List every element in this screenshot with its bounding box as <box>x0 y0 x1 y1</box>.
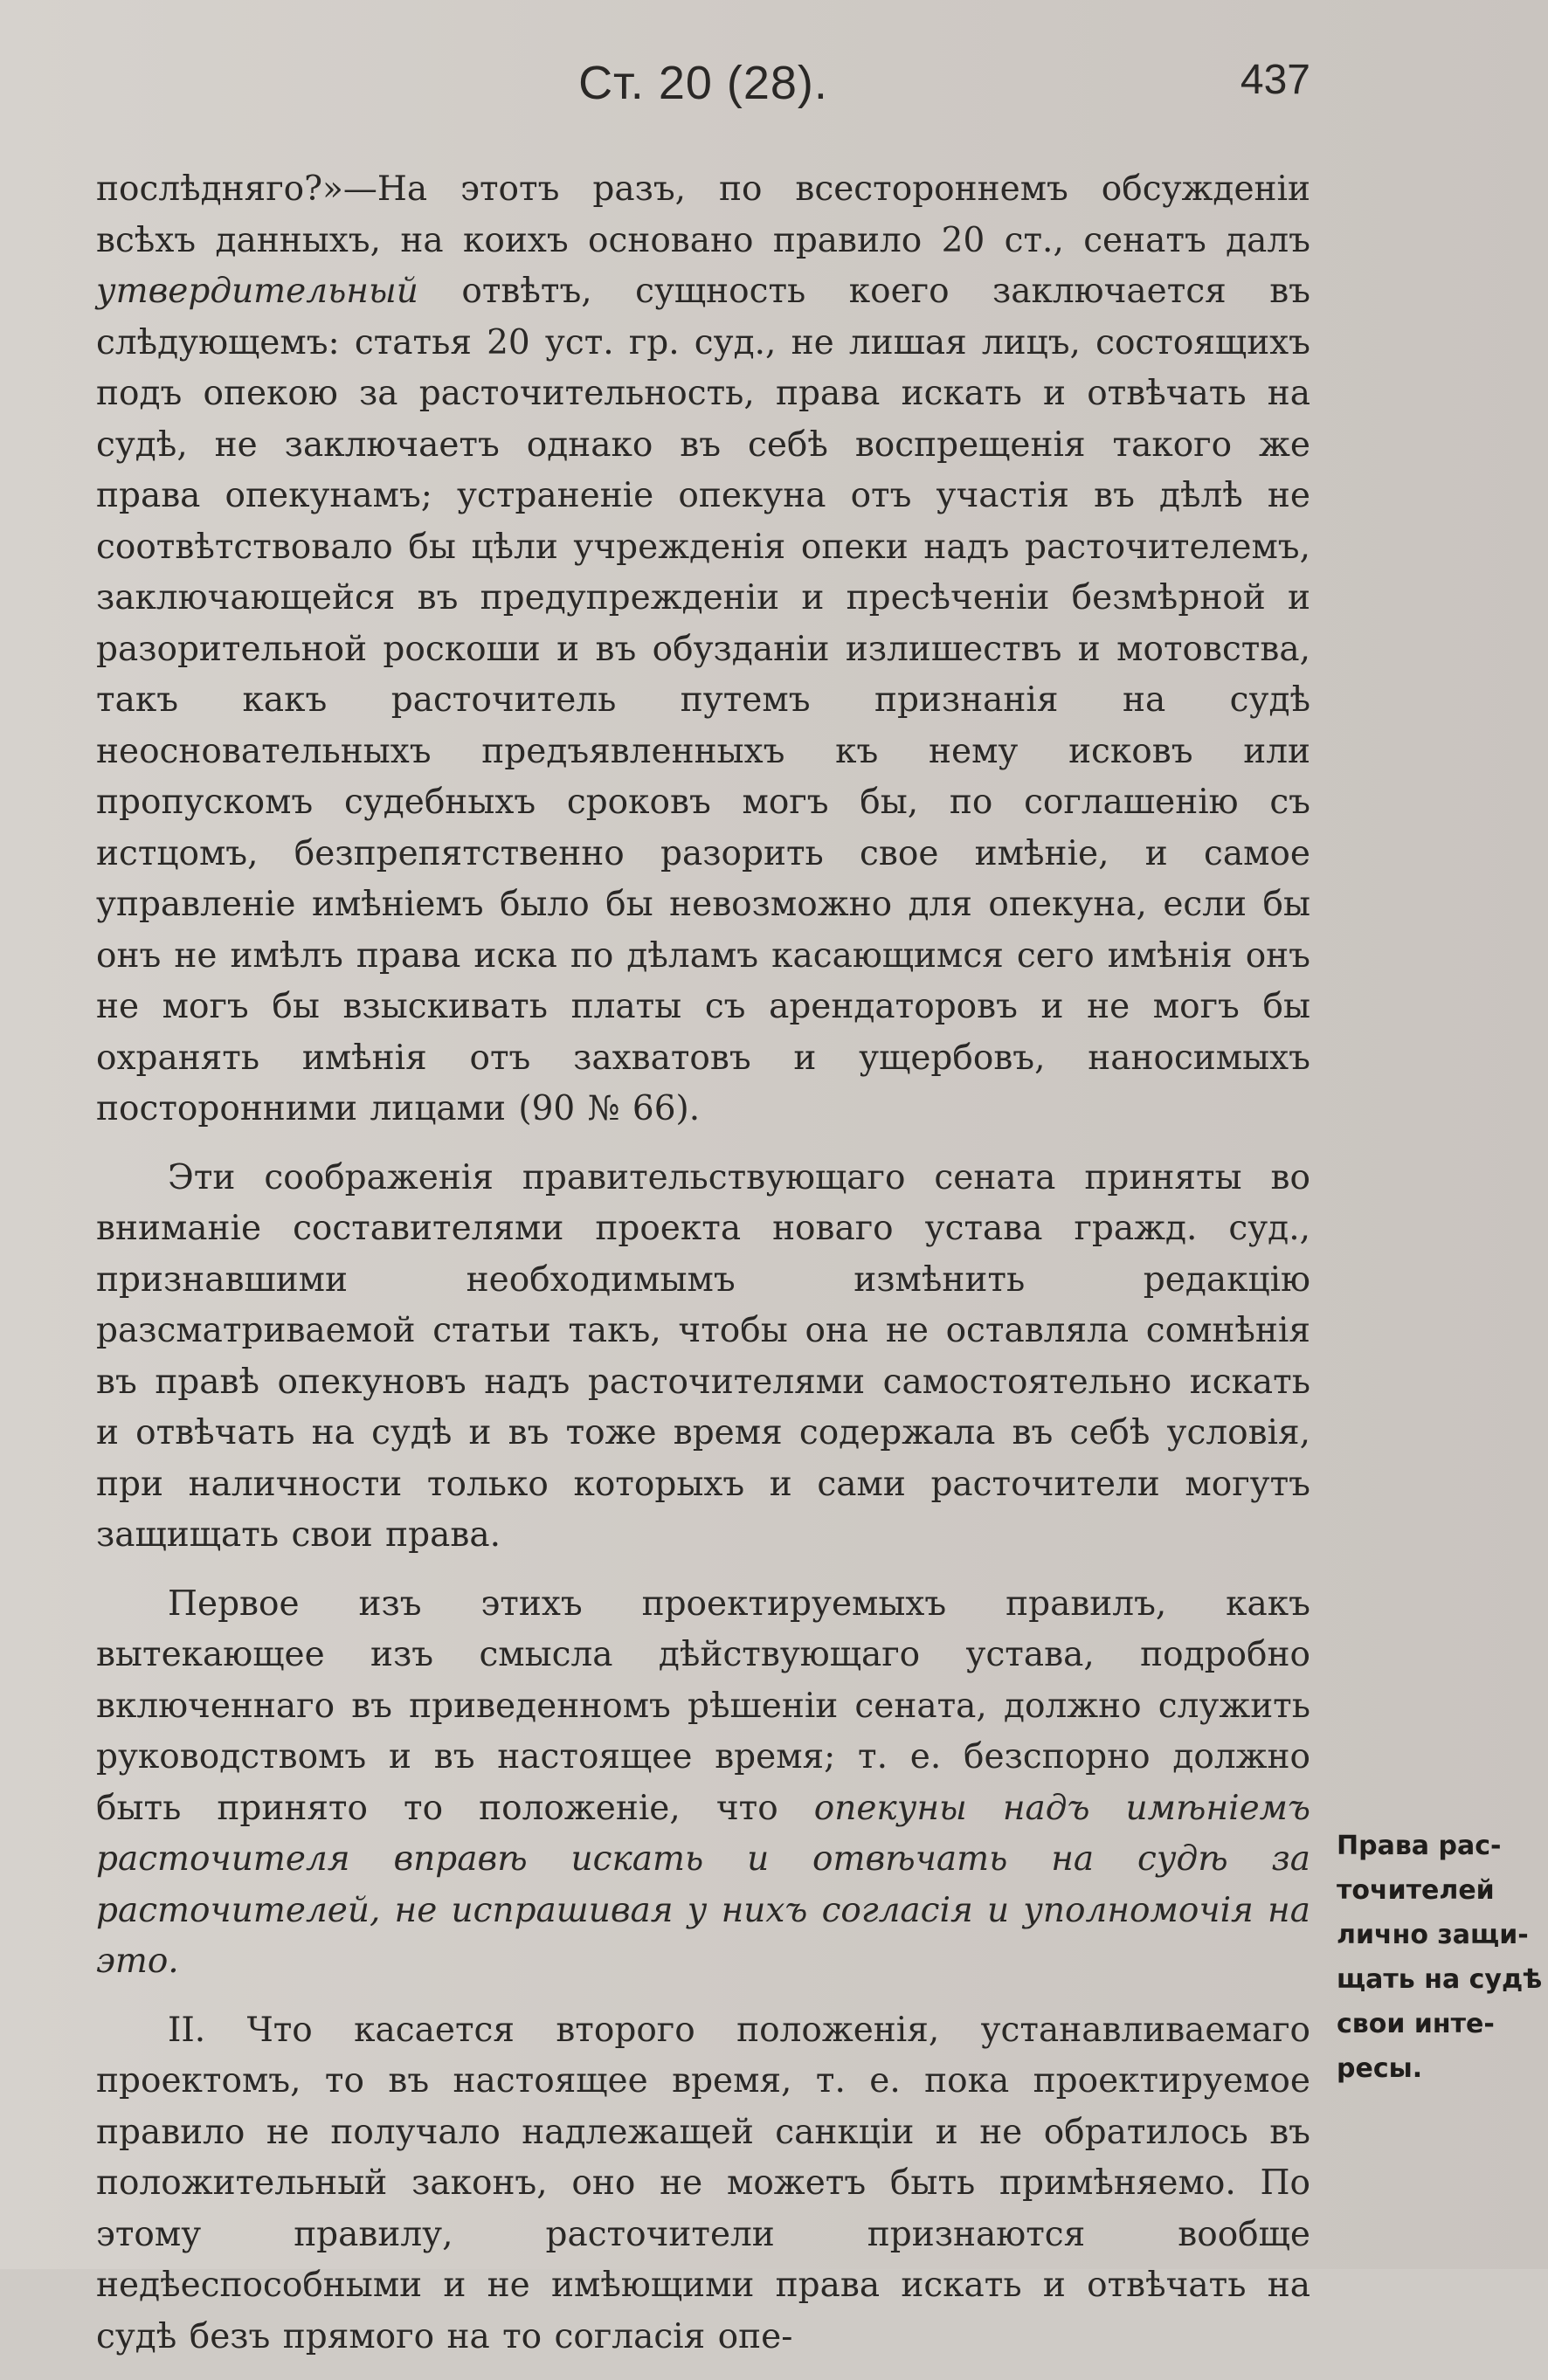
italic-segment: опекуны надъ имѣніемъ расточителя вправѣ искать и отвѣчать на судѣ за расточителей, не испрашивая у нихъ согласія и уполномочія на это. <box>96 1788 1310 1981</box>
margin-note-line: ресы. <box>1337 2053 1423 2084</box>
text-segment: II. Что касается второго положенія, устанавливаемаго проектомъ, то въ настоящее время, т. е. пока проектируемое правило не получало надлежащей санкціи и не обратилось въ положительный законъ, оно не можетъ быть примѣняемо. По этому правилу, расточители признаются вообще недѣеспособными и не имѣющими права искать и отвѣчать на судѣ безъ прямого на то согласія опе- <box>96 2010 1310 2356</box>
page-header <box>96 56 1310 117</box>
margin-note-line: Права рас- <box>1337 1831 1502 1861</box>
margin-note-line: свои инте- <box>1337 2009 1495 2039</box>
paragraph-3 <box>96 1579 1310 1988</box>
paragraph-4 <box>96 2005 1310 2363</box>
text-segment: послѣдняго?»—На этотъ разъ, по всестороннемъ обсужденіи всѣхъ данныхъ, на коихъ основано правило 20 ст., сенатъ далъ <box>96 169 1310 260</box>
text-segment: Эти соображенія правительствующаго сената приняты во вниманіе составителями проекта новаго устава гражд. суд., признавшими необходимымъ измѣнить редакцію разсматриваемой статьи такъ, чтобы она не оставляла сомнѣнія въ правѣ опекуновъ надъ расточителями самостоятельно искать и отвѣчать на судѣ и въ тоже время содержала въ себѣ условія, при наличности только которыхъ и сами расточители могутъ защищать свои права. <box>96 1157 1310 1555</box>
paragraph-1 <box>96 164 1310 1135</box>
main-text <box>96 164 1310 2380</box>
page-number: 437 <box>1240 57 1310 103</box>
text-segment: отвѣтъ, сущность коего заключается въ слѣдующемъ: статья 20 уст. гр. суд., не лишая лицъ, состоящихъ подъ опекою за расточительность, права искать и отвѣчать на судѣ, не заключаетъ однако въ себѣ воспрещенія такого же права опекунамъ; устраненіе опекуна отъ участія въ дѣлѣ не соотвѣтствовало бы цѣли учрежденія опеки надъ расточителемъ, заключающейся въ предупрежденіи и пресѣченіи безмѣрной и разорительной роскоши и въ обузданіи излишествъ и мотовства, такъ какъ расточитель путемъ признанія на судѣ неосновательныхъ предъявленныхъ къ нему исковъ или пропускомъ судебныхъ сроковъ могъ бы, по соглашенію съ истцомъ, безпрепятственно разорить свое имѣніе, и самое управленіе имѣніемъ было бы невозможно для опекуна, если бы онъ не имѣлъ права иска по дѣламъ касающимся сего имѣнія онъ не могъ бы взыскивать платы съ арендаторовъ и не могъ бы охранять имѣнія отъ захватовъ и ущербовъ, наносимыхъ посторонними лицами (90 № 66). <box>96 272 1310 1128</box>
margin-note-line: лично защи- <box>1337 1920 1529 1950</box>
margin-note <box>1337 1824 1543 2091</box>
italic-segment: утвердительный <box>96 272 418 311</box>
page-title: Ст. 20 (28). <box>578 57 828 109</box>
margin-note-line: точителей <box>1337 1875 1495 1906</box>
paragraph-2 <box>96 1153 1310 1562</box>
text-segment: Первое изъ этихъ проектируемыхъ правилъ, какъ вытекающее изъ смысла дѣйствующаго устава, подробно включеннаго въ приведенномъ рѣшеніи сената, должно служить руководствомъ и въ настоящее время; т. е. безспорно должно быть принято то положеніе, что <box>96 1583 1310 1828</box>
margin-note-line: щать на судѣ <box>1337 1964 1543 1995</box>
